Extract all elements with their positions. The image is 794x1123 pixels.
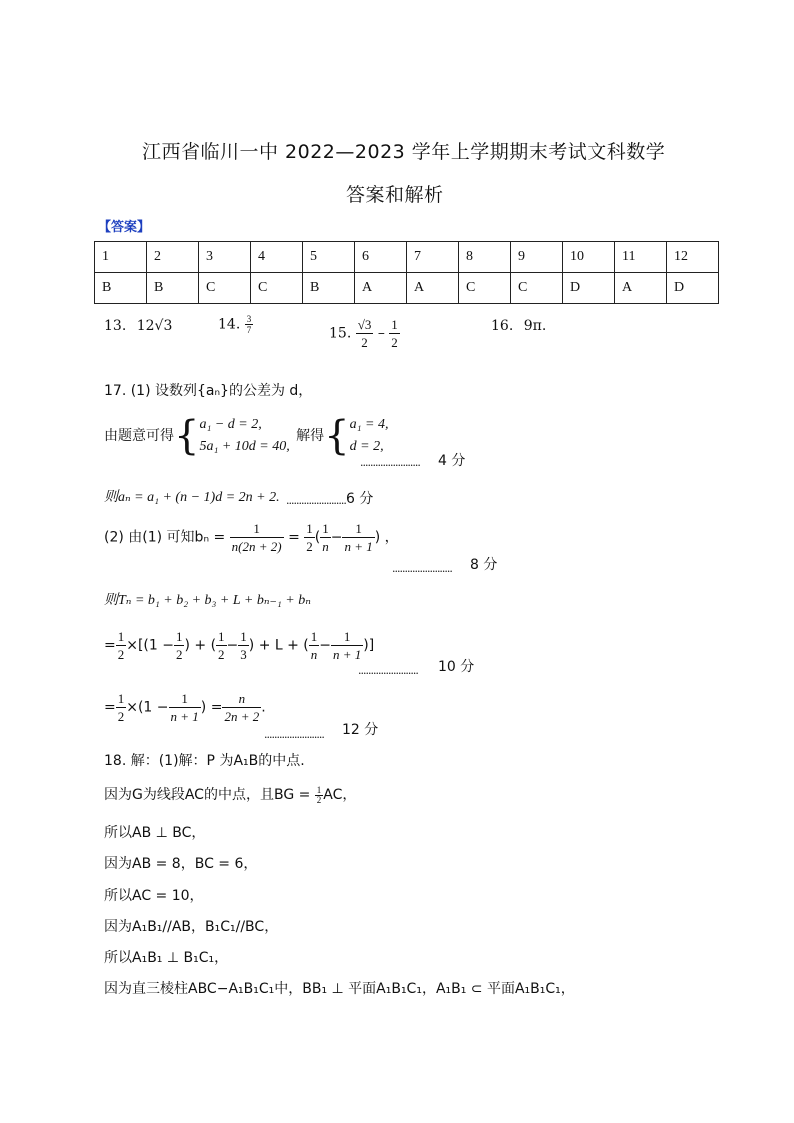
q17-tn-line: [104, 589, 311, 609]
paren-open: (: [314, 529, 321, 546]
table-cell-number: 7: [407, 242, 459, 273]
table-cell-number: 9: [511, 242, 563, 273]
paren-close: ) ，: [374, 529, 399, 546]
denominator: 2: [175, 647, 183, 662]
q17-part2: [104, 520, 399, 555]
table-cell-answer: C: [459, 273, 511, 304]
q16-label: 16.: [491, 318, 514, 334]
table-cell-answer: D: [667, 273, 719, 304]
denominator: n: [310, 647, 318, 662]
sum-t4: [309, 628, 320, 663]
final-open: ×(1 −: [126, 699, 169, 716]
denominator: n + 1: [344, 539, 373, 554]
numerator: 1: [169, 690, 201, 708]
q15-a-numerator: √3: [357, 317, 372, 332]
final-t: [169, 690, 201, 725]
denominator: 2n + 2: [224, 709, 260, 724]
numerator: 1: [230, 520, 284, 538]
table-cell-number: 11: [615, 242, 667, 273]
table-cell-answer: B: [303, 273, 355, 304]
table-cell-number: 12: [667, 242, 719, 273]
q18-line2: [104, 784, 356, 805]
score-12: 12 分: [342, 722, 379, 738]
table-cell-number: 8: [459, 242, 511, 273]
denominator: n + 1: [170, 709, 199, 724]
q17-part2-in-a: [320, 520, 331, 555]
numerator: 1: [331, 628, 363, 646]
denominator: 3: [240, 647, 247, 662]
numerator: 1: [218, 629, 225, 644]
final-close: ) =: [200, 699, 223, 716]
q17-part2-frac: [230, 520, 284, 555]
sum-close: )]: [363, 637, 375, 654]
sum-mid1: ) + (: [184, 637, 217, 654]
q17-sys1-line1: a₁ − d = 2,: [199, 417, 262, 432]
sum-t1: [174, 628, 185, 663]
minus-sign: −: [319, 637, 332, 654]
q14: [218, 314, 253, 335]
denominator: 2: [117, 647, 125, 662]
sum-open: ×[(1 −: [126, 637, 174, 654]
q14-fraction: [245, 314, 254, 335]
q15-label: 15.: [329, 325, 352, 342]
numerator: 1: [310, 629, 318, 644]
q14-numerator: 3: [246, 314, 252, 324]
table-cell-answer: C: [199, 273, 251, 304]
answer-table-answer-row: [95, 273, 719, 304]
table-cell-number: 2: [147, 242, 199, 273]
table-cell-answer: D: [563, 273, 615, 304]
q13: [104, 318, 172, 334]
q18-line1: 18. 解：(1)解：P 为A₁B的中点.: [104, 753, 305, 769]
q16: [491, 318, 546, 334]
denominator: 2: [306, 539, 313, 554]
dotted-leader: ........................: [392, 562, 452, 575]
q17-tn-formula: 则Tₙ = b₁ + b₂ + b₃ + L + bₙ₋₁ + bₙ: [104, 593, 311, 608]
q17-system2: [350, 414, 389, 458]
q15-fraction-a: [356, 316, 374, 351]
dotted-leader: ........................: [264, 728, 324, 741]
table-cell-answer: C: [511, 273, 563, 304]
numerator: 1: [117, 629, 125, 644]
numerator: 1: [316, 784, 322, 795]
q17-an-formula: 则aₙ = a₁ + (n − 1)d = 2n + 2.: [104, 490, 280, 505]
equals-sign: =: [104, 699, 116, 716]
q18-line6: 因为A₁B₁//AB，B₁C₁//BC，: [104, 919, 279, 935]
table-cell-answer: B: [147, 273, 199, 304]
q17-system-line: [104, 414, 388, 458]
numerator: 1: [322, 521, 329, 536]
table-cell-number: 5: [303, 242, 355, 273]
q14-label: 14.: [218, 316, 241, 333]
q18-line8: 因为直三棱柱ABC−A₁B₁C₁中，BB₁ ⊥ 平面A₁B₁C₁，A₁B₁ ⊂ 平面A₁B₁C₁，: [104, 981, 575, 997]
q13-answer: 12√3: [136, 318, 173, 334]
q17-part2-prefix: (2) 由(1) 可知bₙ =: [104, 529, 226, 546]
dotted-leader: ........................: [358, 664, 418, 677]
q17-sys-mid: 解得: [296, 428, 325, 444]
score-10: 10 分: [438, 659, 475, 675]
score-6: 6 分: [346, 491, 374, 507]
left-brace-icon: {: [324, 413, 350, 459]
q14-denominator: 7: [246, 325, 252, 335]
q18-line2-end: AC，: [323, 787, 357, 803]
denominator: n + 1: [333, 647, 362, 662]
dotted-leader: ........................: [286, 494, 346, 507]
q17-sys2-line2: d = 2,: [349, 439, 384, 454]
answer-table: [94, 241, 719, 304]
table-cell-number: 6: [355, 242, 407, 273]
q18-line2-text: 因为G为线段AC的中点，且BG =: [104, 787, 311, 803]
denominator: 2: [218, 647, 225, 662]
period: .: [261, 699, 266, 716]
equals-sign: =: [104, 637, 116, 654]
table-cell-answer: B: [95, 273, 147, 304]
sum-t3: [238, 628, 249, 663]
left-brace-icon: {: [174, 413, 200, 459]
q17-sys1-line2: 5a₁ + 10d = 40,: [199, 439, 290, 454]
page-title-line2: 答案和解析: [346, 184, 444, 206]
q17-sum-line: [104, 628, 374, 663]
q17-intro: 17. (1) 设数列{aₙ}的公差为 d，: [104, 383, 313, 399]
q17-part2-half: [304, 520, 315, 555]
q18-line5: 所以AC = 10，: [104, 888, 204, 904]
q17-an-line: [104, 486, 280, 506]
q17-system1: [199, 414, 289, 458]
q15-operator: –: [377, 325, 385, 342]
q17-sys2-line1: a₁ = 4,: [349, 417, 389, 432]
q16-answer: 9π.: [523, 318, 547, 334]
sum-t5: [331, 628, 363, 663]
numerator: n: [222, 690, 261, 708]
q17-part2-in-b: [342, 520, 374, 555]
q15-b-numerator: 1: [391, 317, 398, 332]
sum-t2: [216, 628, 227, 663]
q17-final-line: [104, 690, 266, 725]
answer-tag: 【答案】: [98, 220, 151, 235]
q15-b-denominator: 2: [391, 335, 398, 350]
score-8: 8 分: [470, 557, 498, 573]
table-cell-answer: C: [251, 273, 303, 304]
page-title-line1: 江西省临川一中 2022—2023 学年上学期期末考试文科数学: [142, 141, 666, 163]
table-cell-number: 10: [563, 242, 615, 273]
numerator: 1: [342, 520, 374, 538]
sum-half: [116, 628, 127, 663]
q18-line7: 所以A₁B₁ ⊥ B₁C₁，: [104, 950, 229, 966]
q15-fraction-b: [389, 316, 400, 351]
minus-sign: −: [226, 637, 239, 654]
table-cell-answer: A: [355, 273, 407, 304]
q15: [329, 316, 400, 351]
denominator: n: [322, 539, 329, 554]
numerator: 1: [117, 691, 125, 706]
q15-a-denominator: 2: [361, 335, 368, 350]
q18-line4: 因为AB = 8，BC = 6，: [104, 856, 258, 872]
equals-sign: =: [288, 529, 300, 546]
final-result: [222, 690, 261, 725]
table-cell-number: 3: [199, 242, 251, 273]
minus-sign: −: [330, 529, 343, 546]
answer-table-number-row: [95, 242, 719, 273]
denominator: 2: [316, 794, 322, 805]
table-cell-number: 1: [95, 242, 147, 273]
numerator: 1: [175, 629, 183, 644]
numerator: 1: [306, 521, 313, 536]
table-cell-answer: A: [615, 273, 667, 304]
table-cell-number: 4: [251, 242, 303, 273]
denominator: 2: [117, 709, 125, 724]
q17-sys-prefix: 由题意可得: [104, 428, 174, 444]
numerator: 1: [240, 629, 247, 644]
dotted-leader: ........................: [360, 456, 420, 469]
q13-label: 13.: [104, 318, 127, 334]
denominator: n(2n + 2): [231, 539, 282, 554]
score-4: 4 分: [438, 453, 466, 469]
sum-mid2: ) + L + (: [248, 637, 309, 654]
q18-line3: 所以AB ⊥ BC，: [104, 825, 206, 841]
table-cell-answer: A: [407, 273, 459, 304]
final-half: [116, 690, 127, 725]
